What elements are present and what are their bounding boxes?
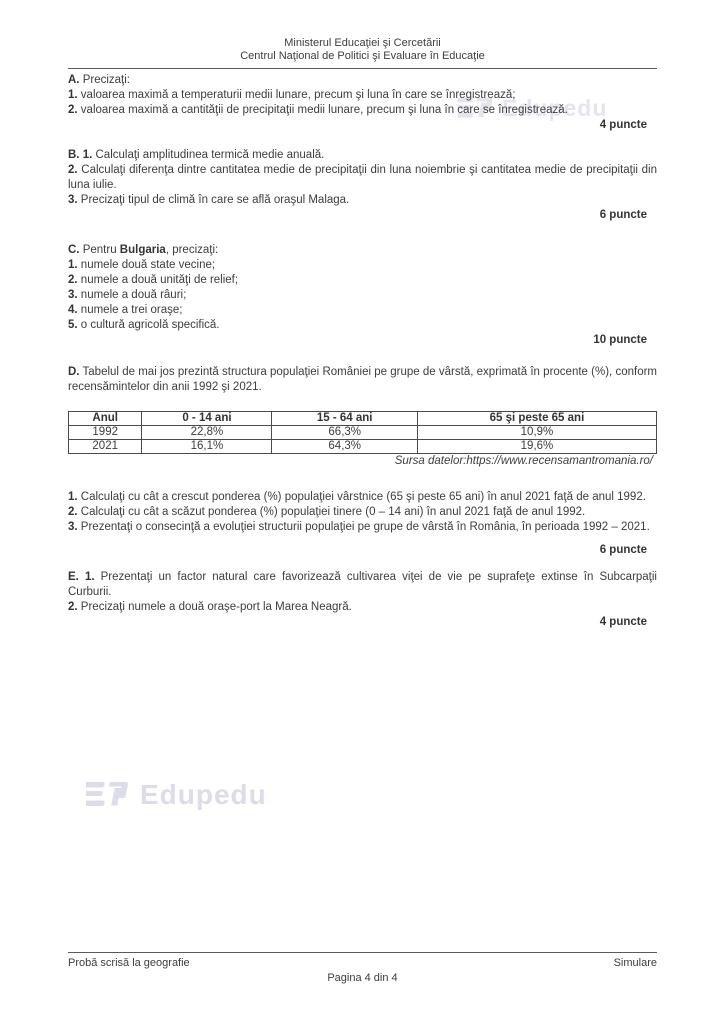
section-d-item-1: 1. Calculaţi cu cât a crescut ponderea (%) populaţiei vârstnice (65 şi peste 65 ani) în anul 2021 faţă de anul 1992. (68, 491, 646, 503)
section-c-item-3: 3. numele a două râuri; (68, 289, 187, 301)
section-a-item-2: 2. valoarea maximă a cantităţii de precipitaţii medii lunare, precum şi luna în care se înregistrează. (68, 104, 568, 116)
section-c-item-2: 2. numele a două unităţi de relief; (68, 274, 239, 286)
section-e (68, 570, 657, 630)
section-a-item-1: 1. valoarea maximă a temperaturii medii lunare, precum şi luna în care se înregistrează; (68, 89, 516, 101)
section-d (68, 365, 657, 558)
section-a-heading: A. Precizaţi: (68, 74, 130, 86)
section-c-heading: C. Pentru Bulgaria, precizaţi: (68, 244, 219, 256)
section-c-item-1: 1. numele două state vecine; (68, 259, 216, 271)
section-b-item-3: 3. Precizaţi tipul de climă în care se află oraşul Malaga. (68, 194, 350, 206)
section-d-points: 6 puncte (599, 544, 647, 556)
section-e-points: 4 puncte (599, 616, 647, 628)
footer-page-number: Pagina 4 din 4 (327, 972, 398, 984)
table-header-15-64: 15 - 64 ani (272, 412, 417, 426)
table-header-65-plus: 65 şi peste 65 ani (417, 412, 656, 426)
table-header-0-14: 0 - 14 ani (142, 412, 272, 426)
section-b-points: 6 puncte (599, 209, 647, 221)
section-d-items (68, 490, 657, 535)
section-c-item-4: 4. numele a trei oraşe; (68, 304, 183, 316)
section-c-points: 10 puncte (593, 334, 647, 346)
section-b-item-1: B. 1. Calculaţi amplitudinea termică medie anuală. (68, 149, 325, 161)
table-header-anul: Anul (69, 412, 142, 426)
edupedu-ep-logo-icon (84, 780, 130, 810)
footer-exam-type: Simulare (613, 957, 657, 969)
header-center-line: Centrul Naţional de Politici şi Evaluare în Educaţie (240, 50, 485, 62)
section-b (68, 148, 657, 223)
population-structure-table (68, 411, 657, 454)
header-ministry-line: Ministerul Educaţiei şi Cercetării (284, 37, 441, 49)
table-row-2021 (69, 440, 657, 454)
edupedu-watermark-bottom (84, 779, 267, 811)
document-header (68, 0, 657, 69)
section-c (68, 243, 657, 348)
section-d-item-2: 2. Calculaţi cu cât a scăzut ponderea (%) populaţiei tinere (0 – 14 ani) în anul 2021 faţă de anul 1992. (68, 506, 586, 518)
cell-value: 10,9% (417, 426, 656, 440)
watermark-brand-text: Edupedu (140, 779, 267, 810)
cell-value: 22,8% (142, 426, 272, 440)
section-a-points: 4 puncte (599, 119, 647, 131)
cell-value: 66,3% (272, 426, 417, 440)
cell-value: 16,1% (142, 440, 272, 454)
table-row-1992 (69, 426, 657, 440)
table-data-source: Sursa datelor:https://www.recensamantromania.ro/ (394, 455, 653, 467)
section-e-item-1: E. 1. Prezentaţi un factor natural care favorizează cultivarea viţei de vie pe suprafeţe extinse în Subcarpaţii Curburii. (68, 571, 657, 598)
watermark-brand-text: Edupedu (502, 95, 608, 121)
document-page (68, 0, 657, 630)
cell-year: 1992 (69, 426, 142, 440)
page-footer (68, 952, 657, 985)
cell-value: 64,3% (272, 440, 417, 454)
section-c-item-5: 5. o cultură agricolă specifică. (68, 319, 220, 331)
cell-value: 19,6% (417, 440, 656, 454)
section-e-item-2: 2. Precizaţi numele a două oraşe-port la Marea Neagră. (68, 601, 352, 613)
table-header-row (69, 412, 657, 426)
section-b-item-2: 2. Calculaţi diferenţa dintre cantitatea medie de precipitaţii din luna noiembrie şi cantitatea medie de precipitaţii din luna iulie. (68, 164, 658, 191)
section-d-intro: D. Tabelul de mai jos prezintă structura populaţiei României pe grupe de vârstă, exprimată în procente (%), conform recensămintelor din anii 1992 şi 2021. (68, 366, 657, 393)
section-a (68, 73, 657, 133)
footer-exam-subject: Probă scrisă la geografie (68, 957, 190, 969)
section-d-item-3: 3. Prezentaţi o consecinţă a evoluţiei structurii populaţiei pe grupe de vârstă în România, în perioada 1992 – 2021. (68, 521, 650, 533)
cell-year: 2021 (69, 440, 142, 454)
